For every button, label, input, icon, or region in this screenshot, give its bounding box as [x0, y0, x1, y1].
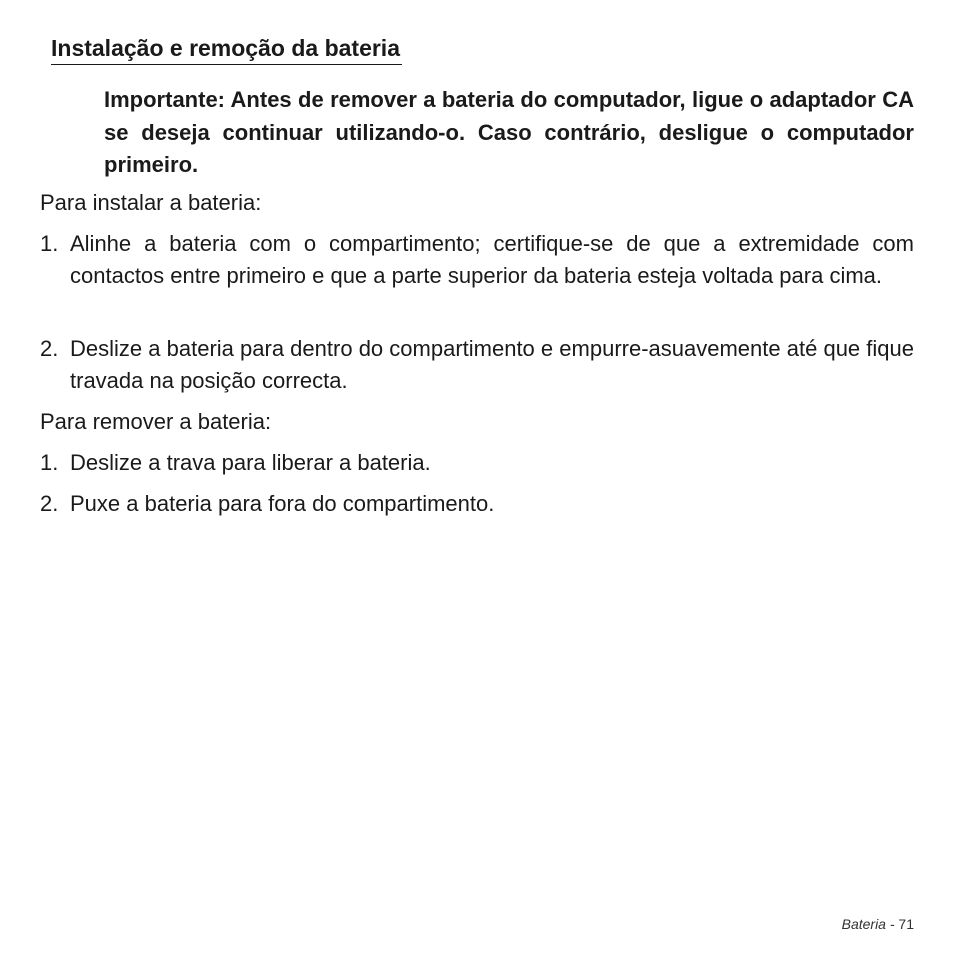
install-step-1-number: 1. [40, 231, 59, 256]
remove-intro: Para remover a bateria: [40, 409, 272, 434]
install-step-1 [40, 228, 914, 292]
install-intro: Para instalar a bateria: [40, 190, 262, 215]
section-heading: Instalação e remoção da bateria [51, 32, 402, 65]
install-step-2-text: Deslize a bateria para dentro do compartimento e empurre-asuavemente até que fique travada na posição correcta. [70, 336, 914, 393]
remove-step-2-text: Puxe a bateria para fora do compartimento. [70, 491, 495, 516]
install-step-1-text: Alinhe a bateria com o compartimento; certifique-se de que a extremidade com contactos entre primeiro e que a parte superior da bateria esteja voltada para cima. [70, 231, 914, 288]
remove-step-1 [40, 447, 914, 479]
remove-step-1-number: 1. [40, 450, 59, 475]
important-note: Importante: Antes de remover a bateria do computador, ligue o adaptador CA se deseja continuar utilizando-o. Caso contrário, desligue o computador primeiro. [104, 87, 914, 177]
footer-section-label: Bateria - [841, 916, 899, 932]
remove-step-1-text: Deslize a trava para liberar a bateria. [70, 450, 431, 475]
page-footer [842, 916, 914, 932]
install-step-2 [40, 333, 914, 397]
remove-step-2-number: 2. [40, 491, 59, 516]
remove-step-2 [40, 488, 914, 520]
install-step-2-number: 2. [40, 336, 59, 361]
page-number: 71 [898, 916, 914, 932]
